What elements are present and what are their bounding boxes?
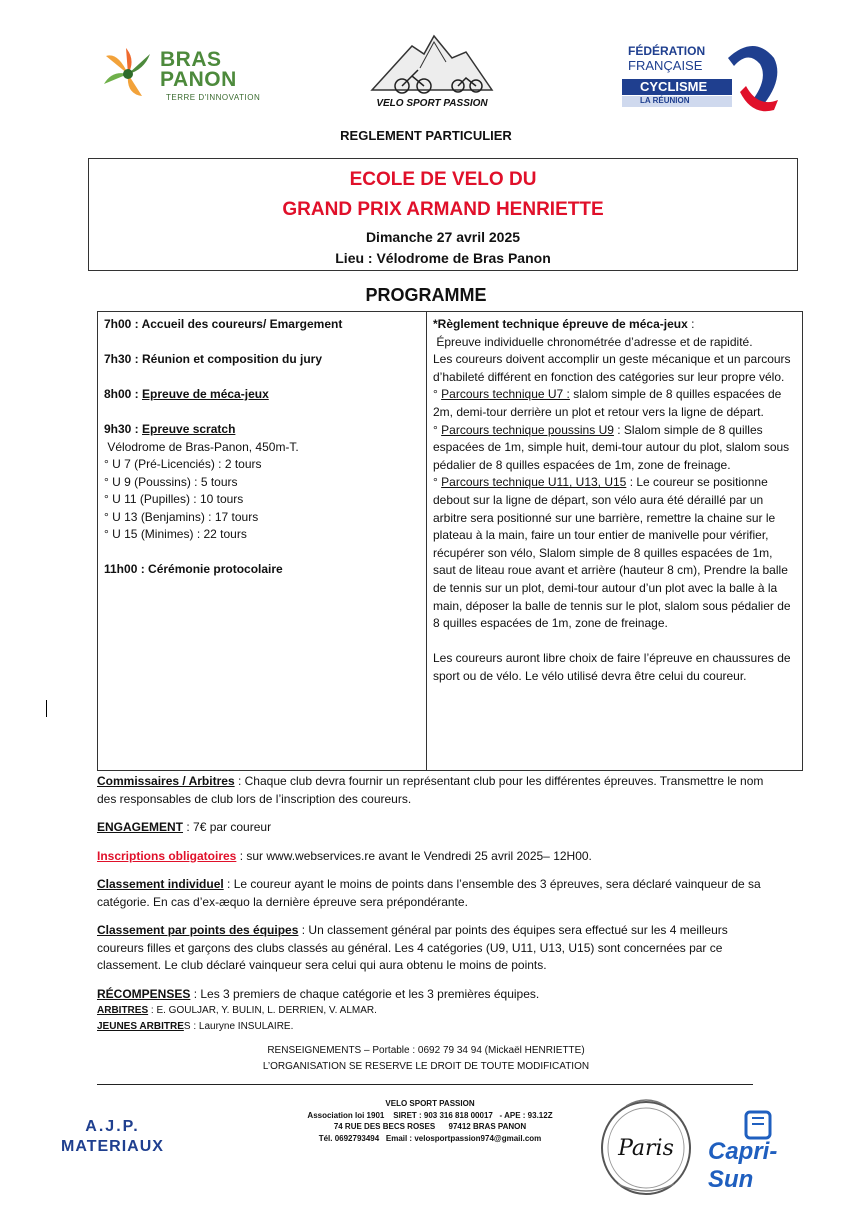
text-cursor [46,700,47,717]
ffc-line4: LA RÉUNION [640,96,690,105]
rules-heading [433,316,795,334]
commissaires-label: Commissaires / Arbitres [97,774,235,788]
programme-schedule [104,316,422,579]
rules-u7: ° Parcours technique U7 : slalom simple de 8 quilles espacées de 2m, demi-tour derrière un plot et retour vers la ligne de départ. [433,387,782,419]
rules-heading-label: *Règlement technique épreuve de méca-jeux [433,317,688,331]
schedule-item: 7h00 : Accueil des coureurs/ Emargement [104,317,343,331]
programme-table [97,311,803,771]
velo-sport-passion-name: VELO SPORT PASSION [376,98,488,109]
ffc-line1: FÉDÉRATION [628,44,706,58]
rules-u11: ° Parcours technique U11, U13, U15 : Le coureur se positionne debout sur la ligne de départ, son vélo aura été déraillé par un arbitre sera positionné sur une barrière, remettre la chaine sur le plateau à la main, faire un tour entier de manivelle pour vérifier, récupérer son vélo, Slalom simple de 8 quilles espacées de 1m, saut de liteau roue avant et arrière (hauteur 8 cm), Prendre la balle de tennis sur un plot, demi-tour autour d’un plot avec la balle à la main, déposer la balle de tennis sur le plot, slalom sous pédalier de 8 quilles espacées de 1m, zone de freinage. [433,475,791,631]
schedule-item [104,386,422,404]
rules-u9: ° Parcours technique poussins U9 : Slalom simple de 8 quilles espacées de 1m, simple huit, demi-tour autour du plot, slalom sous pédalier de 8 quilles espacées de 1m, zone de freinage. [433,422,790,472]
category-line: ° U 13 (Benjamins) : 17 tours [104,509,259,524]
inscriptions-label: Inscriptions obligatoires [97,848,237,863]
event-title-line1: ECOLE DE VELO DU [349,169,537,190]
contact-line: RENSEIGNEMENTS – Portable : 0692 79 34 94 (Mickaël HENRIETTE) [267,1045,585,1056]
category-line: ° U 9 (Poussins) : 5 tours [104,474,238,489]
rules-paragraph: Les coureurs auront libre choix de faire l’épreuve en chaussures de sport ou de vélo. Le vélo utilisé devra être celui du coureur. [433,651,791,683]
recompenses-label: RÉCOMPENSES [97,986,191,1001]
u9-text: : Slalom simple de 8 quilles espacées de 1m, simple huit, demi-tour autour du plot, slalom sous pédalier de 8 quilles espacées de 1m, zone de freinage. [433,422,790,472]
recompenses-paragraph [97,986,777,1004]
schedule-time: 8h00 : [104,387,143,401]
event-title-box [88,158,798,271]
bras-panon-logo [98,44,268,106]
classement-equipes-label: Classement par points des équipes [97,923,299,937]
u11-text: : Le coureur se positionne debout sur la ligne de départ, son vélo aura été déraillé par un arbitre sera positionné sur une barrière, remettre la chaine sur le plateau à la main, faire un tour entier de manivelle pour vérifier, récupérer son vélo, Slalom simple de 8 quilles espacées de 1m, saut de liteau roue avant et arrière (hauteur 8 cm), Prendre la balle de tennis sur un plot, demi-tour autour d’un plot avec la balle à la main, déposer la balle de tennis sur le plot, slalom sous pédalier de 8 quilles espacées de 1m, zone de freinage. [433,475,791,631]
arbitres-label: ARBITRES [97,1005,149,1016]
rules-body [97,773,777,1035]
programme-divider [426,312,427,770]
classement-individuel-label: Classement individuel [97,877,224,891]
classement-equipes-paragraph [97,922,777,975]
ffc-line3: CYCLISME [640,79,708,94]
ajp-materiaux-logo [40,1116,185,1162]
ffc-line2: FRANÇAISE [628,58,703,73]
capri-sun-logo [704,1108,820,1193]
footer-contact: Tél. 0692793494 Email : velosportpassion974@gmail.com [318,1133,542,1143]
classement-equipes-text: : Un classement général par points des équipes sera effectué sur les 4 meilleurs coureurs filles et garçons des clubs classés au général. Les 4 catégories (U9, U11, U13, U15) sont concernées par ce classement. Le club déclaré vainqueur sera celui qui aura obtenu le moins de points. [97,923,728,972]
footer-legal: Association loi 1901 SIRET : 903 316 818 00017 - APE : 93.12Z [307,1110,553,1120]
engagement-text: : 7€ par coureur [183,820,272,834]
inscriptions-paragraph [97,848,777,866]
capri-sun-pouch-icon [738,1108,778,1142]
schedule-item: 7h30 : Réunion et composition du jury [104,352,323,366]
rules-paragraph: Les coureurs doivent accomplir un geste mécanique et un parcours d’habileté différent en fonction des catégories sur leur propre vélo. [433,352,791,384]
document-heading: REGLEMENT PARTICULIER [340,128,512,143]
arbitres-text: : E. GOULJAR, Y. BULIN, L. DERRIEN, V. ALMAR. [148,1005,377,1016]
u11-label: Parcours technique U11, U13, U15 [441,475,627,490]
u7-text: slalom simple de 8 quilles espacées de 2m, demi-tour derrière un plot et retour vers la ligne de départ. [433,387,782,419]
bras-panon-word2: PANON [160,68,237,91]
commissaires-paragraph [97,773,777,808]
rules-paragraph: Épreuve individuelle chronométrée d’adresse et de rapidité. [433,334,753,349]
engagement-paragraph [97,819,777,837]
schedule-label: Epreuve de méca-jeux [142,387,269,401]
commissaires-text: : Chaque club devra fournir un représentant club pour les différentes épreuves. Transmettre le nom des responsables de club lors de l’inscription des coureurs. [97,774,764,806]
meca-jeux-rules [433,316,795,685]
paris-word: Paris [618,1136,674,1161]
footer-info [260,1098,600,1144]
paris-patisserie-logo [598,1092,694,1198]
engagement-label: ENGAGEMENT [97,820,184,834]
ajp-line2: MATERIAUX [61,1138,164,1155]
schedule-label: Epreuve scratch [142,422,236,436]
event-title-line2: GRAND PRIX ARMAND HENRIETTE [282,199,604,220]
classement-individuel-paragraph [97,876,777,911]
venue-line: Vélodrome de Bras-Panon, 450m-T. [104,439,299,454]
schedule-item: 11h00 : Cérémonie protocolaire [104,562,283,576]
disclaimer-line: L’ORGANISATION SE RESERVE LE DROIT DE TOUTE MODIFICATION [262,1061,590,1072]
ffc-logo [618,38,786,114]
category-line: ° U 15 (Minimes) : 22 tours [104,527,247,541]
event-place: Lieu : Vélodrome de Bras Panon [335,250,551,266]
ajp-line1: A.J.P. [85,1118,140,1135]
jeunes-arbitres-text: S : Lauryne INSULAIRE. [183,1021,294,1032]
capri-sun-word: Capri-Sun [708,1138,778,1193]
schedule-time: 9h30 : [104,422,143,436]
velo-sport-passion-logo [362,28,502,114]
mountain-cyclist-icon [362,28,502,98]
ffc-swoosh-icon [724,38,784,114]
footer-address: 74 RUE DES BECS ROSES 97412 BRAS PANON [333,1122,527,1131]
contact-block [0,1043,852,1075]
event-date: Dimanche 27 avril 2025 [365,229,521,245]
classement-individuel-text: : Le coureur ayant le moins de points dans l’ensemble des 3 épreuves, sera déclaré vainqueur de sa catégorie. En cas d’ex-æquo la dernière épreuve sera prépondérante. [97,877,761,909]
footer-divider [97,1084,753,1085]
u7-label: Parcours technique U7 : [441,387,570,402]
rules-heading-colon: : [687,317,695,331]
programme-title: PROGRAMME [365,285,487,305]
bras-panon-word1: BRAS [160,48,222,71]
recompenses-text: : Les 3 premiers de chaque catégorie et les 3 premières équipes. [190,986,540,1001]
jeunes-arbitres-paragraph [97,1019,777,1035]
schedule-item [104,421,422,439]
arbitres-paragraph [97,1003,777,1019]
category-line: ° U 7 (Pré-Licenciés) : 2 tours [104,457,262,471]
footer-org-name: VELO SPORT PASSION [385,1099,475,1108]
bras-panon-tagline: TERRE D'INNOVATION [166,93,261,102]
u9-label: Parcours technique poussins U9 [441,422,614,437]
jeunes-arbitres-label: JEUNES ARBITRE [97,1021,184,1032]
inscriptions-text: : sur www.webservices.re avant le Vendredi 25 avril 2025– 12H00. [236,848,592,863]
category-line: ° U 11 (Pupilles) : 10 tours [104,492,244,506]
flower-icon [98,44,158,104]
